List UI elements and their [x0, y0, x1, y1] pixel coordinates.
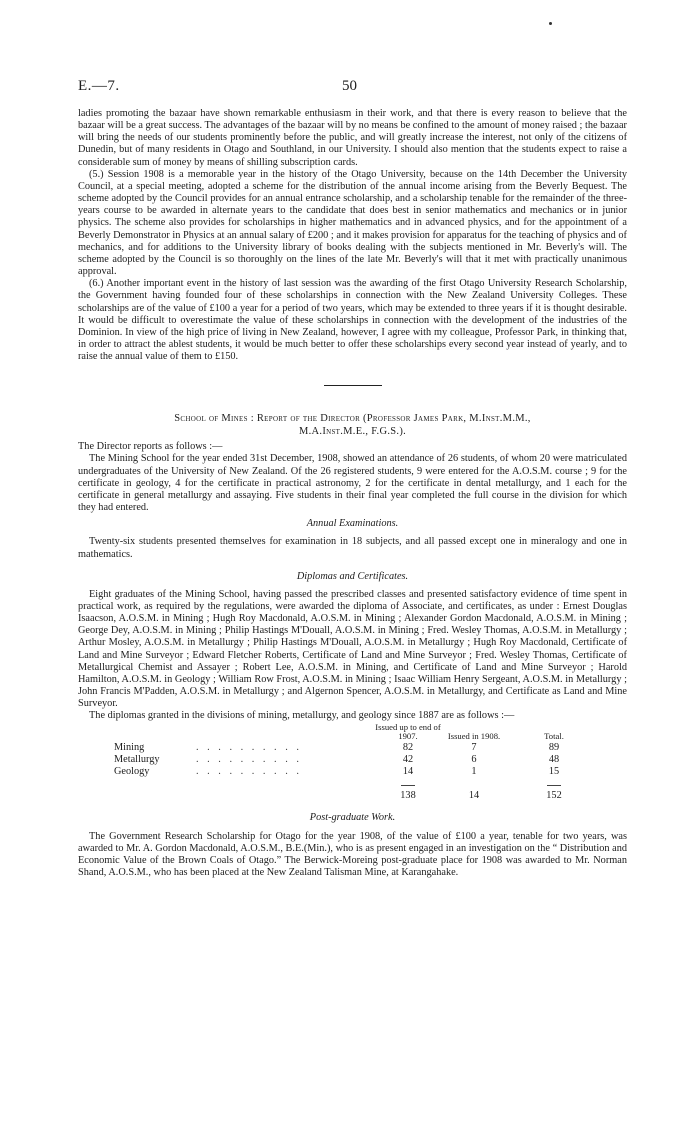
- body-text: [78, 108, 627, 879]
- table-totals-row: [114, 790, 604, 802]
- row-label: Geology: [114, 765, 150, 777]
- cell-up-to-1907: 82: [402, 741, 414, 753]
- diplomas-table-intro: The diplomas granted in the divisions of mining, metallurgy, and geology since 1887 are as follows :—: [89, 710, 515, 722]
- cell-up-to-1907: 14: [402, 765, 414, 777]
- annual-exams-heading: Annual Examinations.: [306, 518, 399, 530]
- section-title-part2: Professor James Park, M.Inst.M.M.,: [366, 413, 531, 425]
- section-title-part1: School of Mines : Report of the Director (: [174, 413, 367, 425]
- director-intro: The Director reports as follows :—: [78, 441, 223, 453]
- director-paragraph: The Mining School for the year ended 31st December, 1908, showed an attendance of 26 students, of whom 20 were matriculated undergraduates of the University of New Zealand. Of the 26 registered students, 9 were entered for the A.O.S.M. course ; 9 for the certificate in geology, 4 for the certificate in practical astronomy, 2 for the certificate in dental metallurgy, and 1 each for the certificate in general metallurgy and assaying. Five students in their final year completed the full course in the division for which they had entered.: [78, 453, 627, 514]
- section-divider: [324, 385, 382, 386]
- cell-total: 89: [548, 741, 560, 753]
- paragraph-5: (5.) Session 1908 is a memorable year in the history of the Otago University, because on the 14th December the University Council, at a special meeting, adopted a scheme for the distribution of the annual income arising from the Beverly Bequest. The scheme adopted by the Council provides for an annual entrance scholarship, and a scholarship tenable for the remainder of the three-years course to be awarded in alternate years to the candidate that does best in senior mathematics and mechanics or in junior physics. The scheme also provides for scholarships in higher mathematics and in advanced physics, and for the appointment of a Beverly Demonstrator in Physics at an annual salary of £200 ; and it makes provision for apparatus for the teaching of physics and of mechanics, and for additions to the University library of books dealing with the subjects mentioned in Mr. Beverly's will. The scheme adopted by the Council is so thoroughly on the lines of the late Mr. Beverly's will that it met with practically unanimous approval.: [78, 168, 627, 278]
- table-header-row: [114, 723, 604, 742]
- sum-rule: [401, 785, 415, 786]
- diplomas-table: [114, 723, 604, 803]
- postgrad-text: The Government Research Scholarship for Otago for the year 1908, of the value of £100 a year, tenable for two years, was awarded to Mr. A. Gordon Macdonald, A.O.S.M., B.E.(Min.), who is as present engaged in an investigation on the “ Distribution and Economic Value of the Brown Coals of Otago.” The Berwick-Moreing post-graduate place for 1908 was awarded to Mr. Norman Shand, A.O.S.M., who has been placed at the New Zealand Talisman Mine, at Karangahake.: [78, 830, 627, 878]
- leader-dots: . . . . . . . . . .: [196, 765, 302, 777]
- leader-dots: . . . . . . . . . .: [196, 741, 302, 753]
- cell-in-1908: 7: [471, 741, 477, 753]
- row-label: Metallurgy: [114, 753, 160, 765]
- total-in-1908: 14: [468, 790, 480, 802]
- cell-total: 15: [548, 765, 560, 777]
- paragraph-6: (6.) Another important event in the history of last session was the awarding of the first Otago University Research Scholarship, the Government having founded four of these scholarships in connection with the New Zealand University Colleges. These scholarships are of the value of £100 a year for a period of two years, which may be extended to three years if it is thought desirable. It would be difficult to overestimate the value of these scholarships in connection with the development of the industries of the Dominion. In view of the high price of living in New Zealand, however, I agree with my colleague, Professor Park, in thinking that, in order to attract the ablest students, it would be much better to offer these scholarships every second year instead of yearly, and to raise the annual value of them to £150.: [78, 278, 627, 363]
- cell-total: 48: [548, 753, 560, 765]
- annual-exams-text: Twenty-six students presented themselves for examination in 18 subjects, and all passed except one in mineralogy and one in mathematics.: [78, 536, 627, 560]
- cell-in-1908: 1: [471, 765, 477, 777]
- table-row: [114, 766, 604, 778]
- table-row: [114, 742, 604, 754]
- print-speck: [549, 22, 552, 25]
- diplomas-text: Eight graduates of the Mining School, having passed the prescribed classes and presented satisfactory evidence of time spent in practical work, as required by the regulations, were awarded the diploma of Associate, and certificates, as under : Ernest Douglas Isaacson, A.O.S.M. in Mining ; Hugh Roy Macdonald, A.O.S.M. in Mining ; Alexander Gordon Macdonald, A.O.S.M. in Mining ; George Dey, A.O.S.M. in Mining ; Philip Hastings M'Douall, A.O.S.M. in Mining ; Fred. Wesley Thomas, A.O.S.M. in Metallurgy ; Arthur Mosley, A.O.S.M. in Metallurgy ; Philip Hastings M'Douall, A.O.S.M. in Metallurgy ; Hugh Roy Macdonald, Certificate of Land and Mine Surveyor ; Edward Fletcher Roberts, Certificate of Land and Mine Surveyor ; Fred. Wesley Thomas, Certificate of Metallurgical Chemist and Assayer ; Robert Lee, A.O.S.M. in Mining, and Certificate of Land and Mine Surveyor ; Harold Hamilton, A.O.S.M. in Geology ; William Row Frost, A.O.S.M. in Mining ; Isaac William Henry Sergeant, A.O.S.M. in Metallurgy ; John Francis M'Padden, A.O.S.M. in Metallurgy ; and Algernon Spencer, A.O.S.M. in Metallurgy, and Certificate as Land and Mine Surveyor.: [78, 588, 627, 710]
- document-reference: E.—7.: [78, 78, 120, 94]
- col-header-in-1908: Issued in 1908.: [447, 731, 501, 742]
- leader-dots: . . . . . . . . . .: [196, 753, 302, 765]
- postgrad-heading: Post-graduate Work.: [309, 812, 396, 824]
- table-rule-row: [114, 778, 604, 790]
- col-header-up-to-1907: Issued up to end of 1907.: [375, 721, 441, 742]
- cell-in-1908: 6: [471, 753, 477, 765]
- diplomas-heading: Diplomas and Certificates.: [296, 570, 409, 582]
- total-up-to-1907: 138: [400, 790, 416, 802]
- sum-rule: [547, 785, 561, 786]
- section-title: [78, 412, 627, 438]
- cell-up-to-1907: 42: [402, 753, 414, 765]
- intro-paragraph: ladies promoting the bazaar have shown remarkable enthusiasm in their work, and that there is every reason to believe that the bazaar will be a great success. The advantages of the bazaar will by no means be confined to the amount of money raised ; the bazaar will bring the needs of our students prominently before the public, and will greatly increase the interest, not only of the citizens of Dunedin, but of many residents in Otago and Southland, in our University. I should also mention that the students expect to raise a considerable sum of money by means of shilling subscription cards.: [78, 108, 627, 168]
- section-title-part3: M.A.Inst.M.E., F.G.S.).: [298, 426, 407, 438]
- page-number: 50: [342, 78, 357, 94]
- grand-total: 152: [546, 790, 562, 802]
- table-row: [114, 754, 604, 766]
- col-header-total: Total.: [544, 731, 564, 742]
- row-label: Mining: [114, 741, 145, 753]
